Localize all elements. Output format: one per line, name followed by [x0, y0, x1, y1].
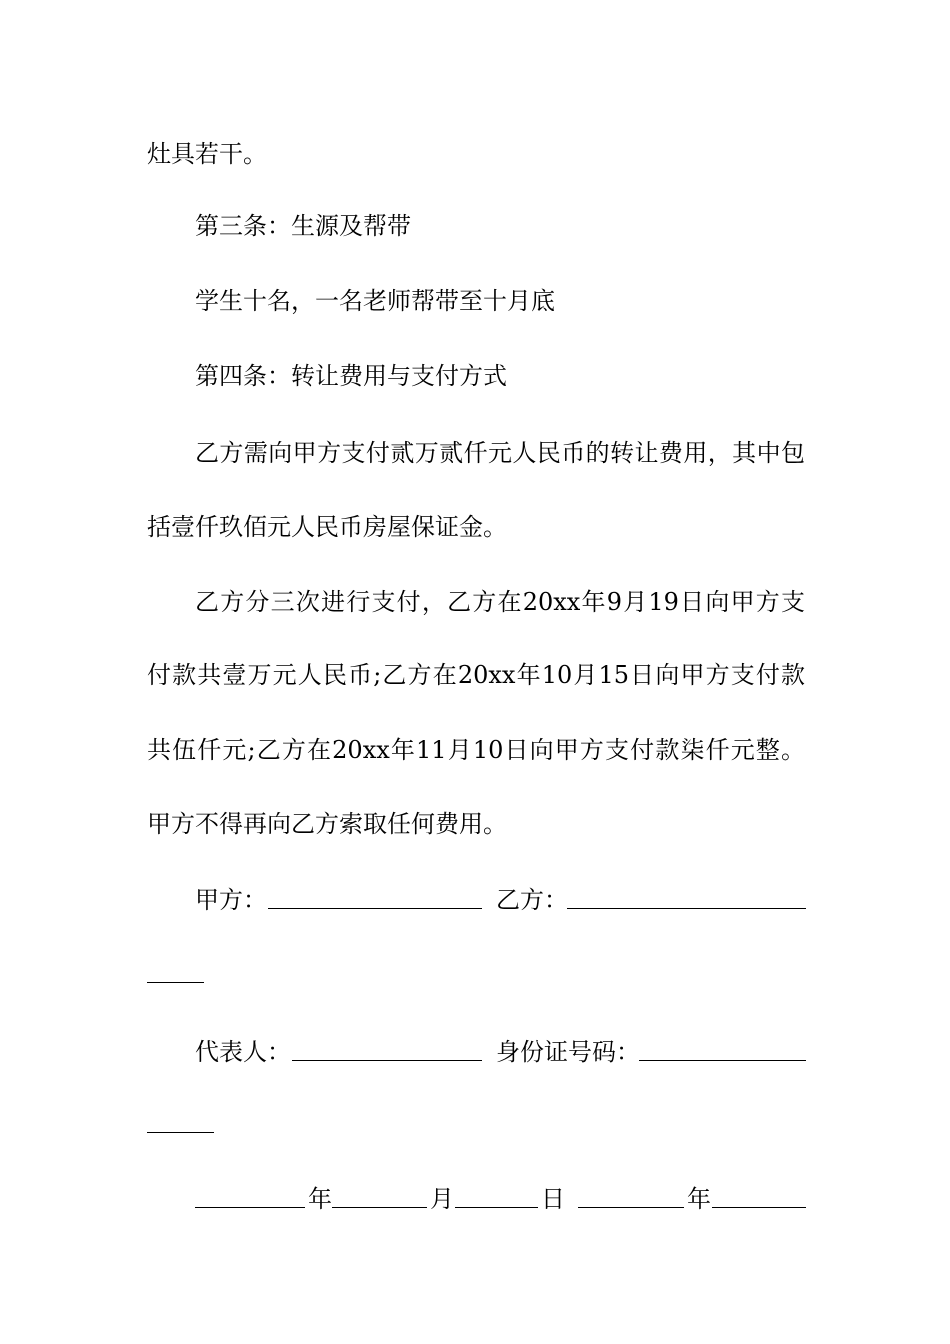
paragraph-no-more-fees: 甲方不得再向乙方索取任何费用。	[147, 810, 507, 838]
article-4-heading: 第四条：转让费用与支付方式	[195, 362, 507, 390]
representative-blank	[292, 1060, 482, 1061]
month-blank-b	[712, 1207, 806, 1208]
year-label-b: 年	[687, 1185, 711, 1213]
id-number-blank	[639, 1060, 806, 1061]
day-blank-a	[455, 1207, 538, 1208]
year-label-a: 年	[308, 1185, 332, 1213]
day-label-a: 日	[541, 1185, 565, 1213]
paragraph-1: 灶具若干。	[147, 140, 267, 168]
id-number-label: 身份证号码：	[496, 1038, 640, 1066]
party-b-label: 乙方：	[496, 886, 568, 914]
party-b-blank-continued	[147, 982, 204, 983]
party-a-label: 甲方：	[195, 886, 267, 914]
representative-label: 代表人：	[195, 1038, 291, 1066]
paragraph-fee-line-2: 括壹仟玖佰元人民币房屋保证金。	[147, 513, 507, 541]
month-blank-a	[332, 1207, 427, 1208]
article-3-heading: 第三条：生源及帮带	[195, 212, 411, 240]
year-blank-a	[195, 1207, 305, 1208]
party-b-blank	[567, 908, 806, 909]
paragraph-payment-line-2: 付款共壹万元人民币;乙方在20xx年10月15日向甲方支付款	[147, 661, 805, 689]
id-number-blank-continued	[147, 1132, 214, 1133]
paragraph-students: 学生十名，一名老师帮带至十月底	[195, 287, 555, 315]
month-label-a: 月	[430, 1185, 454, 1213]
year-blank-b	[578, 1207, 684, 1208]
paragraph-fee-line-1: 乙方需向甲方支付贰万贰仟元人民币的转让费用，其中包	[195, 439, 805, 467]
paragraph-payment-line-1: 乙方分三次进行支付，乙方在20xx年9月19日向甲方支	[195, 588, 805, 616]
paragraph-payment-line-3: 共伍仟元;乙方在20xx年11月10日向甲方支付款柒仟元整。	[147, 736, 805, 764]
party-a-blank	[268, 908, 482, 909]
